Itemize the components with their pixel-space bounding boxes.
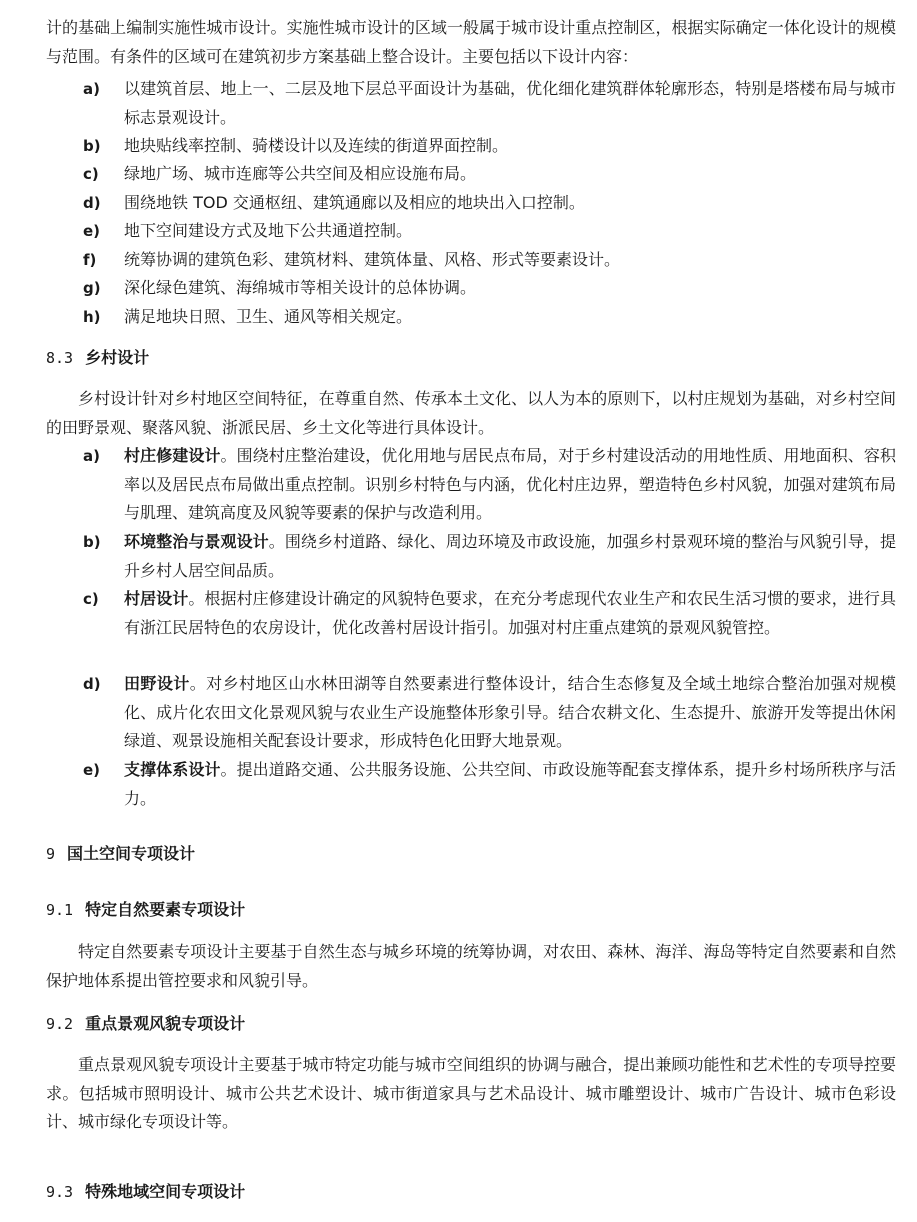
- item-heading: 支撑体系设计: [124, 760, 221, 779]
- section-title: 特殊地域空间专项设计: [85, 1182, 246, 1201]
- list-item: [83, 585, 896, 642]
- list-item-text: 统筹协调的建筑色彩、建筑材料、建筑体量、风格、形式等要素设计。: [124, 250, 621, 269]
- list-item-text: [124, 670, 896, 756]
- item-body: 。提出道路交通、公共服务设施、公共空间、市政设施等配套支撑体系，提升乡村场所秩序与活力。: [124, 760, 896, 808]
- list-item-label: c): [83, 165, 99, 183]
- item-body: 。根据村庄修建设计确定的风貌特色要求，在充分考虑现代农业生产和农民生活习惯的要求，进行具有浙江民居特色的农房设计，优化改善村居设计指引。加强对村庄重点建筑的景观风貌管控。: [124, 589, 896, 637]
- section-heading-9-2: [46, 1012, 245, 1036]
- list-item-label: e): [83, 761, 101, 779]
- list-item-text: [124, 442, 896, 528]
- item-heading: 村居设计: [124, 589, 189, 608]
- list-item-label: f): [83, 251, 97, 269]
- list-item: [83, 75, 896, 132]
- list-item-label: b): [83, 137, 101, 155]
- list-item-label: g): [83, 279, 101, 297]
- list-item: [83, 189, 896, 218]
- list-item: [83, 756, 896, 813]
- item-body: 。围绕村庄整治建设，优化用地与居民点布局，对于乡村建设活动的用地性质、用地面积、容积率以及居民点布局做出重点控制。识别乡村特色与内涵，优化村庄边界，塑造特色乡村风貌，加强对建筑布局与肌理、建筑高度及风貌等要素的保护与改造利用。: [124, 446, 896, 522]
- list-item-label: a): [83, 447, 100, 465]
- intro-paragraph: 计的基础上编制实施性城市设计。实施性城市设计的区域一般属于城市设计重点控制区，根据实际确定一体化设计的规模与范围。有条件的区域可在建筑初步方案基础上整合设计。主要包括以下设计内容：: [46, 18, 896, 66]
- list-item-text: 地块贴线率控制、骑楼设计以及连续的街道界面控制。: [124, 136, 509, 155]
- section-heading-8-3: [46, 346, 149, 370]
- section-number: 9.1: [46, 901, 74, 919]
- list-item: [83, 160, 896, 189]
- section-title: 特定自然要素专项设计: [85, 900, 246, 919]
- list-item: [83, 274, 896, 303]
- list-item-label: d): [83, 194, 101, 212]
- list-item-label: h): [83, 308, 101, 326]
- list-item: [83, 217, 896, 246]
- list-item-label: d): [83, 675, 101, 693]
- list-item-text: [124, 756, 896, 813]
- section-9-2-paragraph: 重点景观风貌专项设计主要基于城市特定功能与城市空间组织的协调与融合，提出兼顾功能性和艺术性的专项导控要求。包括城市照明设计、城市公共艺术设计、城市街道家具与艺术品设计、城市雕塑设计、城市广告设计、城市色彩设计、城市绿化专项设计等。: [46, 1055, 896, 1131]
- list-item-text: 满足地块日照、卫生、通风等相关规定。: [124, 307, 413, 326]
- list-item-text: 以建筑首层、地上一、二层及地下层总平面设计为基础，优化细化建筑群体轮廓形态，特别是塔楼布局与城市标志景观设计。: [124, 79, 896, 127]
- section-heading-9-3: [46, 1180, 245, 1204]
- list-item: [83, 303, 896, 332]
- section-9-1-paragraph: 特定自然要素专项设计主要基于自然生态与城乡环境的统筹协调，对农田、森林、海洋、海岛等特定自然要素和自然保护地体系提出管控要求和风貌引导。: [46, 942, 896, 990]
- list-item-text: [124, 585, 896, 642]
- section-number: 9.2: [46, 1015, 74, 1033]
- list-item: [83, 670, 896, 756]
- list-item: [83, 132, 896, 161]
- list-item-text: [124, 528, 896, 585]
- list-item-label: b): [83, 533, 101, 551]
- section-title: 乡村设计: [85, 348, 150, 367]
- section-number: 9.3: [46, 1183, 74, 1201]
- list-item: [83, 528, 896, 585]
- section-8-3-paragraph: 乡村设计针对乡村地区空间特征，在尊重自然、传承本土文化、以人为本的原则下，以村庄规划为基础，对乡村空间的田野景观、聚落风貌、浙派民居、乡土文化等进行具体设计。: [46, 389, 896, 437]
- list-item-text: 围绕地铁 TOD 交通枢纽、建筑通廊以及相应的地块出入口控制。: [124, 193, 585, 212]
- list-item-label: c): [83, 590, 99, 608]
- item-heading: 村庄修建设计: [124, 446, 221, 465]
- item-body: 。对乡村地区山水林田湖等自然要素进行整体设计，结合生态修复及全域土地综合整治加强对规模化、成片化农田文化景观风貌与农业生产设施整体形象引导。结合农耕文化、生态提升、旅游开发等提出休闲绿道、观景设施相关配套设计要求，形成特色化田野大地景观。: [124, 674, 896, 750]
- item-heading: 环境整治与景观设计: [124, 532, 269, 551]
- item-body: 。围绕乡村道路、绿化、周边环境及市政设施，加强乡村景观环境的整治与风貌引导，提升乡村人居空间品质。: [124, 532, 896, 580]
- list-item-label: e): [83, 222, 101, 240]
- section-title: 国土空间专项设计: [67, 844, 196, 863]
- list-item-label: a): [83, 80, 100, 98]
- list-item-text: 绿地广场、城市连廊等公共空间及相应设施布局。: [124, 164, 477, 183]
- list-item-text: 深化绿色建筑、海绵城市等相关设计的总体协调。: [124, 278, 477, 297]
- list-item-text: 地下空间建设方式及地下公共通道控制。: [124, 221, 413, 240]
- list-item: [83, 442, 896, 528]
- item-heading: 田野设计: [124, 674, 190, 693]
- section-number: 8.3: [46, 349, 74, 367]
- section-heading-9: [46, 842, 195, 866]
- section-heading-9-1: [46, 898, 245, 922]
- list-item: [83, 246, 896, 275]
- section-number: 9: [46, 845, 56, 863]
- section-title: 重点景观风貌专项设计: [85, 1014, 246, 1033]
